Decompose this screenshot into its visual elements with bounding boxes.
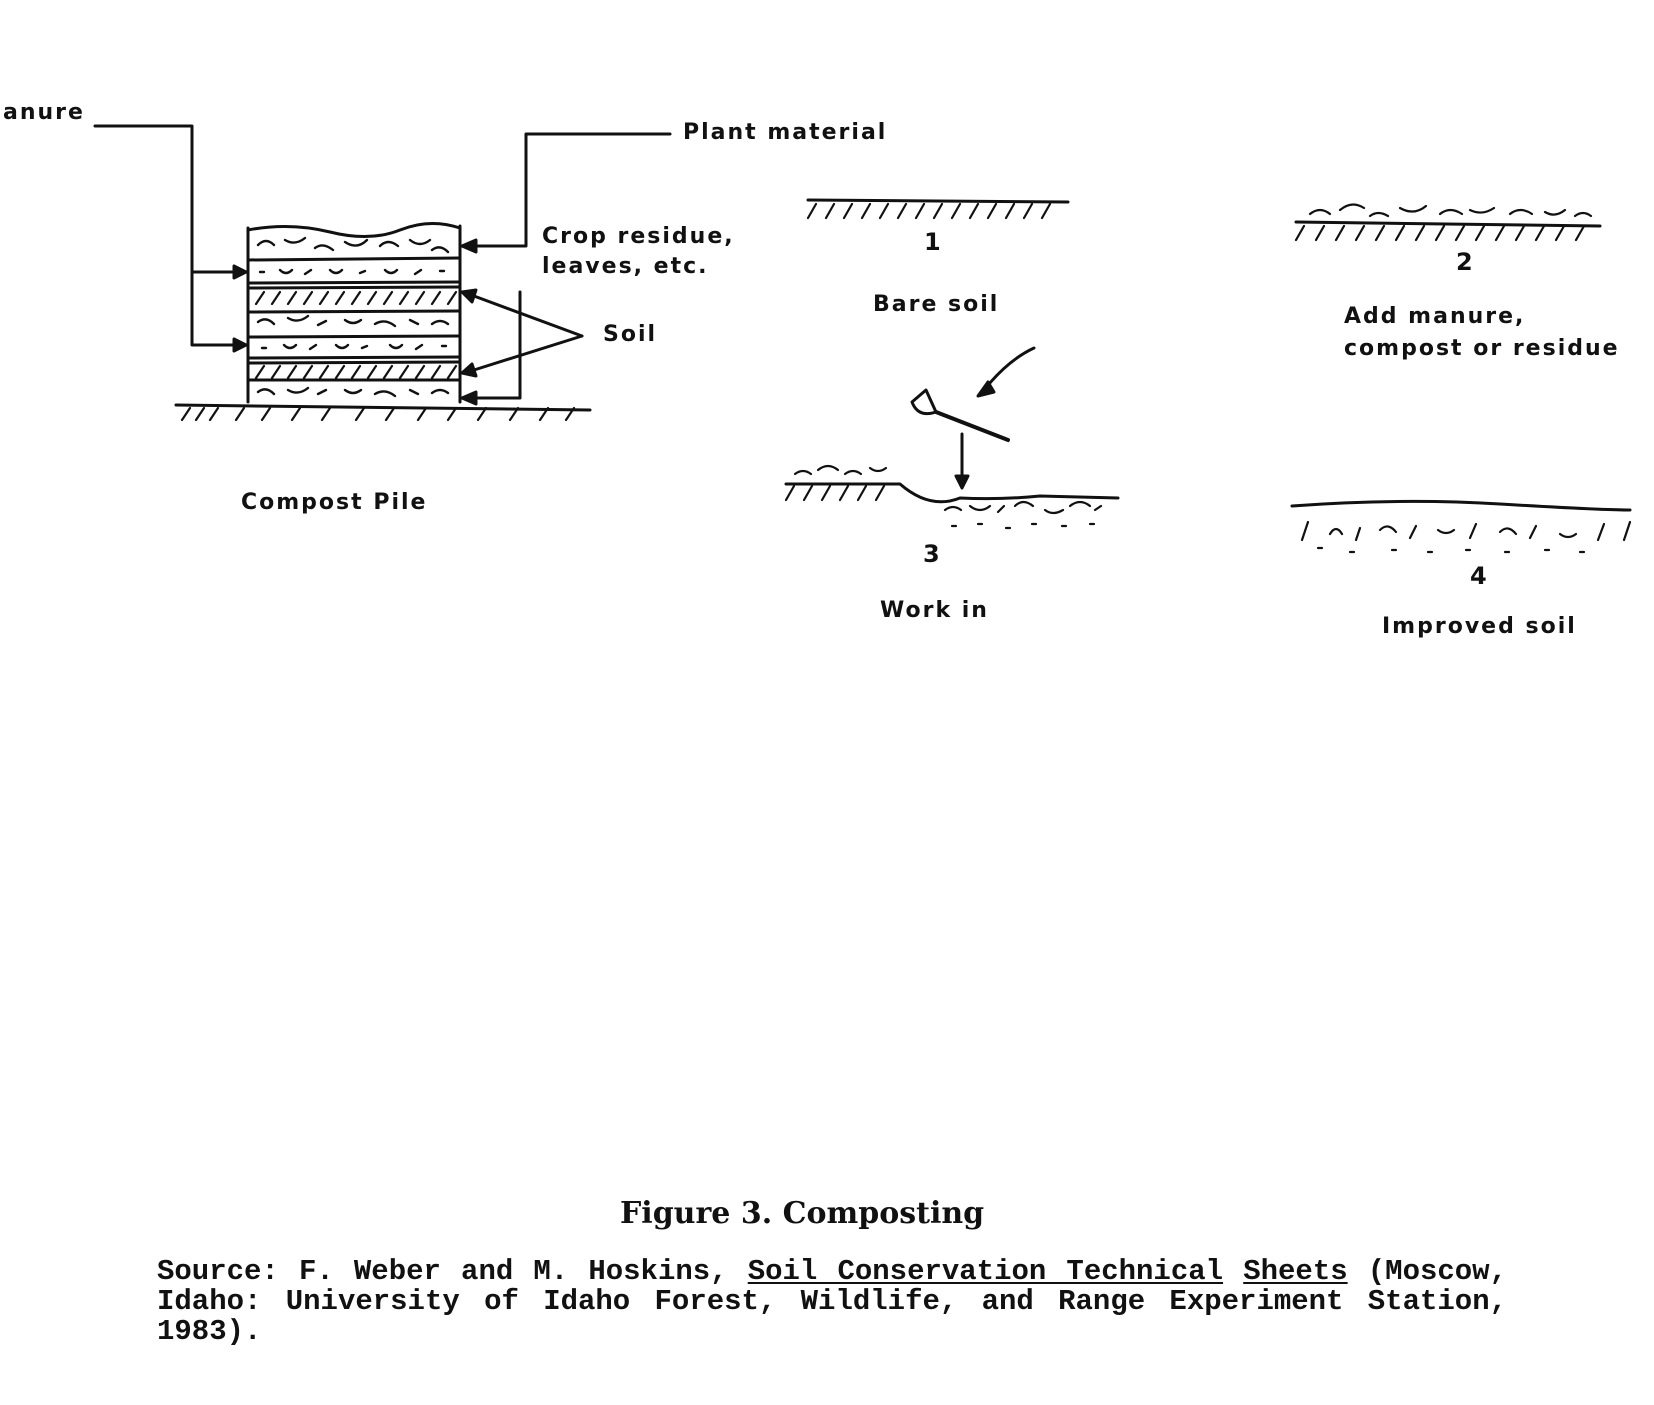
step-4-label: Improved soil bbox=[1382, 614, 1577, 639]
source-title-part1: Soil Conservation Technical bbox=[747, 1255, 1224, 1288]
step-2-drawing bbox=[1296, 204, 1600, 240]
step-1-number: 1 bbox=[924, 228, 941, 256]
soil-label: Soil bbox=[603, 322, 658, 347]
source-title-part2: Sheets bbox=[1243, 1255, 1348, 1288]
source-prefix: Source: F. Weber and M. Hoskins, bbox=[157, 1255, 728, 1288]
soil-arrows bbox=[462, 290, 582, 404]
step-1-label: Bare soil bbox=[873, 292, 1000, 317]
compost-pile bbox=[176, 223, 590, 420]
step-4-number: 4 bbox=[1470, 562, 1487, 590]
step-4-drawing bbox=[1292, 501, 1630, 552]
step-3-label: Work in bbox=[880, 598, 989, 623]
plant-material-label: Plant material bbox=[683, 120, 888, 145]
step-3-number: 3 bbox=[923, 540, 940, 568]
manure-arrows bbox=[95, 126, 246, 351]
step-3-drawing bbox=[786, 348, 1118, 528]
crop-residue-label-line1: Crop residue, bbox=[542, 224, 735, 249]
step-1-drawing bbox=[808, 200, 1068, 218]
compost-pile-label: Compost Pile bbox=[241, 490, 428, 515]
manure-label: anure bbox=[3, 100, 85, 125]
step-2-label-line2: compost or residue bbox=[1344, 336, 1620, 361]
crop-residue-label-line2: leaves, etc. bbox=[542, 254, 709, 279]
source-rest: (Moscow, Idaho: University of Idaho Forest, Wildlife, and Range Experiment Station, 1983). bbox=[157, 1255, 1507, 1348]
step-2-label-line1: Add manure, bbox=[1344, 304, 1526, 329]
step-2-number: 2 bbox=[1456, 248, 1473, 276]
source-citation bbox=[157, 1257, 1507, 1347]
figure-caption: Figure 3. Composting bbox=[620, 1196, 985, 1231]
